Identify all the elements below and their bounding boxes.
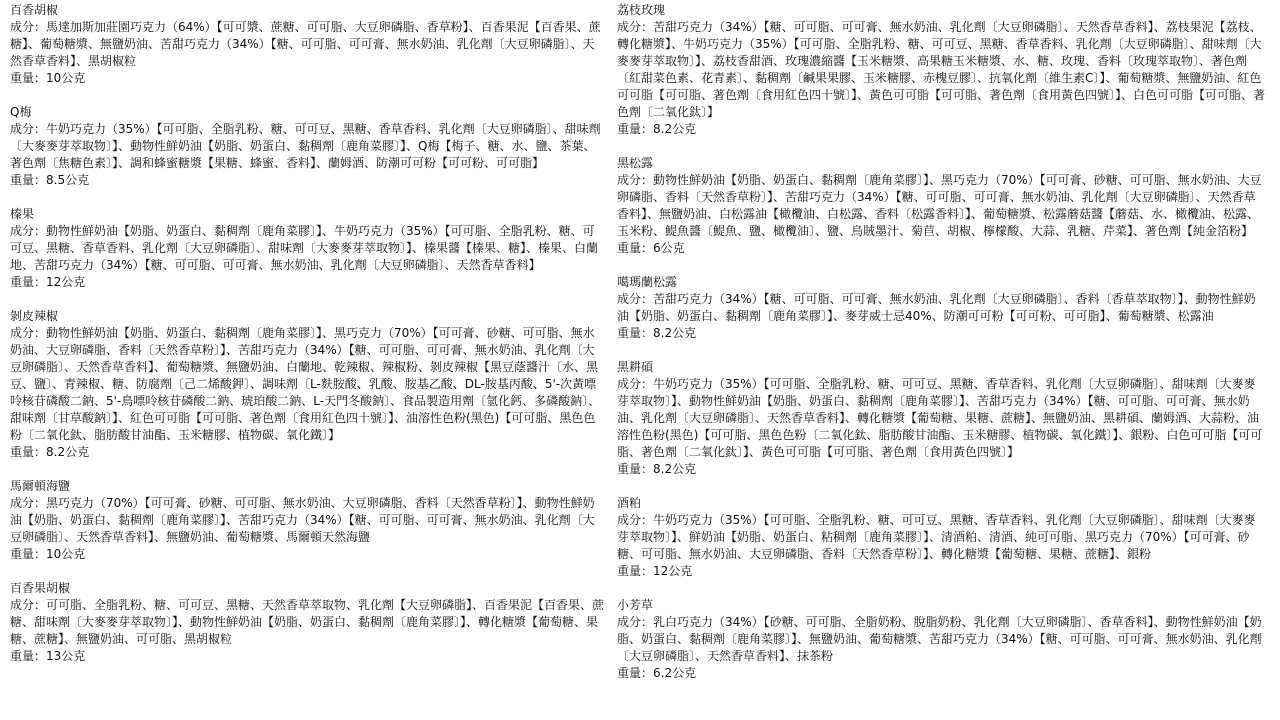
- product-weight: 重量：12公克: [617, 564, 693, 578]
- product-entry: [10, 2, 606, 87]
- product-ingredients: 成分：動物性鮮奶油【奶脂、奶蛋白、黏稠劑〔鹿角菜膠〕】、黑巧克力（70%）【可可膏、砂糖、可可脂、無水奶油、大豆卵磷脂、香料〔天然香草粉〕】、苦甜巧克力（34%）【糖、可可脂、可可膏、無水奶油、乳化劑〔大豆卵磷脂〕、天然香草香料】、無鹽奶油、白松露油【橄欖油、白松露、香料〔松露香料〕】、葡萄糖漿、松露蘑菇醬【蘑菇、水、橄欖油、松露、玉米粉、鯷魚醬〔鯷魚、鹽、橄欖油〕、鹽、烏賊墨汁、菊苣、胡椒、檸檬酸、大蒜、乳糖、芹菜】、著色劑【純金箔粉】: [617, 173, 1262, 238]
- product-name: 榛果: [10, 207, 35, 221]
- product-name: 小芳草: [617, 598, 654, 612]
- product-ingredients: 成分：馬達加斯加莊園巧克力（64%）【可可漿、蔗糖、可可脂、大豆卵磷脂、香草粉】、百香果泥【百香果、蔗糖】、葡萄糖漿、無鹽奶油、苦甜巧克力（34%）【糖、可可脂、可可膏、無水奶油、乳化劑〔大豆卵磷脂〕、天然香草香料】、黑胡椒粒: [10, 20, 601, 68]
- product-entry: [10, 478, 606, 563]
- product-ingredients: 成分：牛奶巧克力（35%）【可可脂、全脂乳粉、糖、可可豆、黑糖、香草香料、乳化劑〔大豆卵磷脂〕、甜味劑〔大麥麥芽萃取物〕】、動物性鮮奶油【奶脂、奶蛋白、黏稠劑〔鹿角菜膠〕】、Q梅【梅子、糖、水、鹽、茶葉、著色劑〔焦糖色素〕】、調和蜂蜜糖漿【果糖、蜂蜜、香料】、蘭姆酒、防潮可可粉【可可粉、可可脂】: [10, 122, 601, 170]
- product-entry: [617, 359, 1267, 478]
- product-ingredients: 成分：牛奶巧克力（35%）【可可脂、全脂乳粉、糖、可可豆、黑糖、香草香料、乳化劑〔大豆卵磷脂〕、甜味劑〔大麥麥芽萃取物〕】、動物性鮮奶油【奶脂、奶蛋白、黏稠劑〔鹿角菜膠〕】、苦甜巧克力（34%）【糖、可可脂、可可膏、無水奶油、乳化劑〔大豆卵磷脂〕、天然香草香料】、轉化糖漿【葡萄糖、果糖、蔗糖】、無鹽奶油、黑耕碩、蘭姆酒、大蒜粉、油溶性色粉(黑色)【可可脂、黑色色粉〔二氧化鈦、脂肪酸甘油酯、玉米糖膠、植物碳、氧化鐵〕】、銀粉、白色可可脂【可可脂、著色劑〔二氧化鈦〕】、黃色可可脂【可可脂、著色劑〔食用黃色四號〕】: [617, 377, 1263, 459]
- product-entry: [10, 580, 606, 665]
- product-entry: [617, 495, 1267, 580]
- product-entry: [617, 274, 1267, 342]
- product-name: 馬爾頓海鹽: [10, 479, 71, 493]
- product-weight: 重量：12公克: [10, 275, 86, 289]
- product-ingredients: 成分：黑巧克力（70%）【可可膏、砂糖、可可脂、無水奶油、大豆卵磷脂、香料〔天然香草粉〕】、動物性鮮奶油【奶脂、奶蛋白、黏稠劑〔鹿角菜膠〕】、苦甜巧克力（34%）【糖、可可脂、可可膏、無水奶油、乳化劑〔大豆卵磷脂〕、天然香草香料】、無鹽奶油、葡萄糖漿、馬爾頓天然海鹽: [10, 496, 595, 544]
- product-ingredients: 成分：動物性鮮奶油【奶脂、奶蛋白、黏稠劑〔鹿角菜膠〕】、牛奶巧克力（35%）【可可脂、全脂乳粉、糖、可可豆、黑糖、香草香料、乳化劑〔大豆卵磷脂〕、甜味劑〔大麥麥芽萃取物〕】、榛果醬【榛果、糖】、榛果、白蘭地、苦甜巧克力（34%）【糖、可可脂、可可膏、無水奶油、乳化劑〔大豆卵磷脂〕、天然香草香料】: [10, 224, 599, 272]
- product-name: 黑耕碩: [617, 360, 654, 374]
- product-weight: 重量：8.2公克: [10, 445, 90, 459]
- product-name: 酒粕: [617, 496, 642, 510]
- product-weight: 重量：8.2公克: [617, 122, 697, 136]
- product-ingredients: 成分：乳白巧克力（34%）【砂糖、可可脂、全脂奶粉、脫脂奶粉、乳化劑〔大豆卵磷脂〕、香草香料】、動物性鮮奶油【奶脂、奶蛋白、黏稠劑〔鹿角菜膠〕】、無鹽奶油、葡萄糖漿、苦甜巧克力（34%）【糖、可可脂、可可膏、無水奶油、乳化劑〔大豆卵磷脂〕、天然香草香料】、抹茶粉: [617, 615, 1262, 663]
- left-column: [10, 2, 606, 665]
- product-entry: [617, 597, 1267, 682]
- product-weight: 重量：10公克: [10, 71, 86, 85]
- product-entry: [10, 308, 606, 461]
- product-name: 百香果胡椒: [10, 581, 71, 595]
- product-ingredients: 成分：苦甜巧克力（34%）【糖、可可脂、可可膏、無水奶油、乳化劑〔大豆卵磷脂〕、香料〔香草萃取物〕】、動物性鮮奶油【奶脂、奶蛋白、黏稠劑〔鹿角菜膠〕】、麥芽威士忌40%、防潮可可粉【可可粉、可可脂】、葡萄糖漿、松露油: [617, 292, 1256, 323]
- product-ingredients: 成分：可可脂、全脂乳粉、糖、可可豆、黑糖、天然香草萃取物、乳化劑【大豆卵磷脂】、百香果泥【百香果、蔗糖、甜味劑〔大麥麥芽萃取物〕】、動物性鮮奶油【奶脂、奶蛋白、黏稠劑〔鹿角菜膠〕】、轉化糖漿【葡萄糖、果糖、蔗糖】、無鹽奶油、可可脂、黑胡椒粒: [10, 598, 605, 646]
- product-ingredients: 成分：牛奶巧克力（35%）【可可脂、全脂乳粉、糖、可可豆、黑糖、香草香料、乳化劑〔大豆卵磷脂〕、甜味劑〔大麥麥芽萃取物〕】、鮮奶油【奶脂、奶蛋白、粘稠劑〔鹿角菜膠〕】、清酒粕、清酒、純可可脂、黑巧克力（70%）【可可膏、砂糖、可可脂、無水奶油、大豆卵磷脂、香料〔天然香草粉〕】、轉化糖漿【葡萄糖、果糖、蔗糖】、銀粉: [617, 513, 1256, 561]
- product-name: 荔枝玫瑰: [617, 3, 666, 17]
- product-ingredients: 成分：動物性鮮奶油【奶脂、奶蛋白、黏稠劑〔鹿角菜膠〕】、黑巧克力（70%）【可可膏、砂糖、可可脂、無水奶油、大豆卵磷脂、香料〔天然香草粉〕】、苦甜巧克力（34%）【糖、可可脂、可可膏、無水奶油、乳化劑〔大豆卵磷脂〕、天然香草香料】、葡萄糖漿、無鹽奶油、白蘭地、乾辣椒、辣椒粉、剝皮辣椒【黑豆蔭醬汁〔水、黑豆、鹽〕、青辣椒、糖、防腐劑〔己二烯酸鉀〕、調味劑〔L-麩胺酸、乳酸、胺基乙酸、DL-胺基丙酸、5'-次黃嘌呤核苷磷酸二鈉、5'-鳥嘌呤核苷磷酸二鈉、琥珀酸二鈉、L-天門冬酸鈉〕、食品製造用劑〔氫化鈣、多磷酸鈉〕、甜味劑〔甘草酸鈉〕】、紅色可可脂【可可脂、著色劑〔食用紅色四十號〕】、油溶性色粉(黑色)【可可脂、黑色色粉〔二氧化鈦、脂肪酸甘油酯、玉米糖膠、植物碳、氧化鐵〕】: [10, 326, 601, 442]
- product-entry: [617, 2, 1267, 138]
- product-name: 剝皮辣椒: [10, 309, 59, 323]
- right-column: [617, 2, 1267, 682]
- product-name: Q梅: [10, 105, 32, 119]
- product-name: 黑松露: [617, 156, 654, 170]
- product-weight: 重量：8.5公克: [10, 173, 90, 187]
- product-weight: 重量：8.2公克: [617, 326, 697, 340]
- product-ingredients: 成分：苦甜巧克力（34%）【糖、可可脂、可可膏、無水奶油、乳化劑〔大豆卵磷脂〕、天然香草香料】、荔枝果泥【荔枝、轉化糖漿】、牛奶巧克力（35%）【可可脂、全脂乳粉、糖、可可豆、黑糖、香草香料、乳化劑〔大豆卵磷脂〕、甜味劑〔大麥麥芽萃取物〕】、荔枝香甜酒、玫瑰濃縮醬【玉米糖漿、高果糖玉米糖漿、水、糖、玫瑰、香料〔玫瑰萃取物〕、著色劑〔紅甜菜色素、花青素〕、黏稠劑〔鹹果果膠、玉米糖膠、赤槐豆膠〕、抗氧化劑〔維生素C〕】、葡萄糖漿、無鹽奶油、紅色可可脂【可可脂、著色劑〔食用紅色四十號〕】、黃色可可脂【可可脂、著色劑〔食用黃色四號〕】、白色可可脂【可可脂、著色劑〔二氧化鈦〕】: [617, 20, 1266, 119]
- product-weight: 重量：8.2公克: [617, 462, 697, 476]
- product-entry: [10, 104, 606, 189]
- product-name: 百香胡椒: [10, 3, 59, 17]
- product-weight: 重量：10公克: [10, 547, 86, 561]
- product-weight: 重量：13公克: [10, 649, 86, 663]
- product-name: 噶瑪蘭松露: [617, 275, 678, 289]
- product-weight: 重量：6公克: [617, 241, 685, 255]
- product-weight: 重量：6.2公克: [617, 666, 697, 680]
- product-entry: [617, 155, 1267, 257]
- product-entry: [10, 206, 606, 291]
